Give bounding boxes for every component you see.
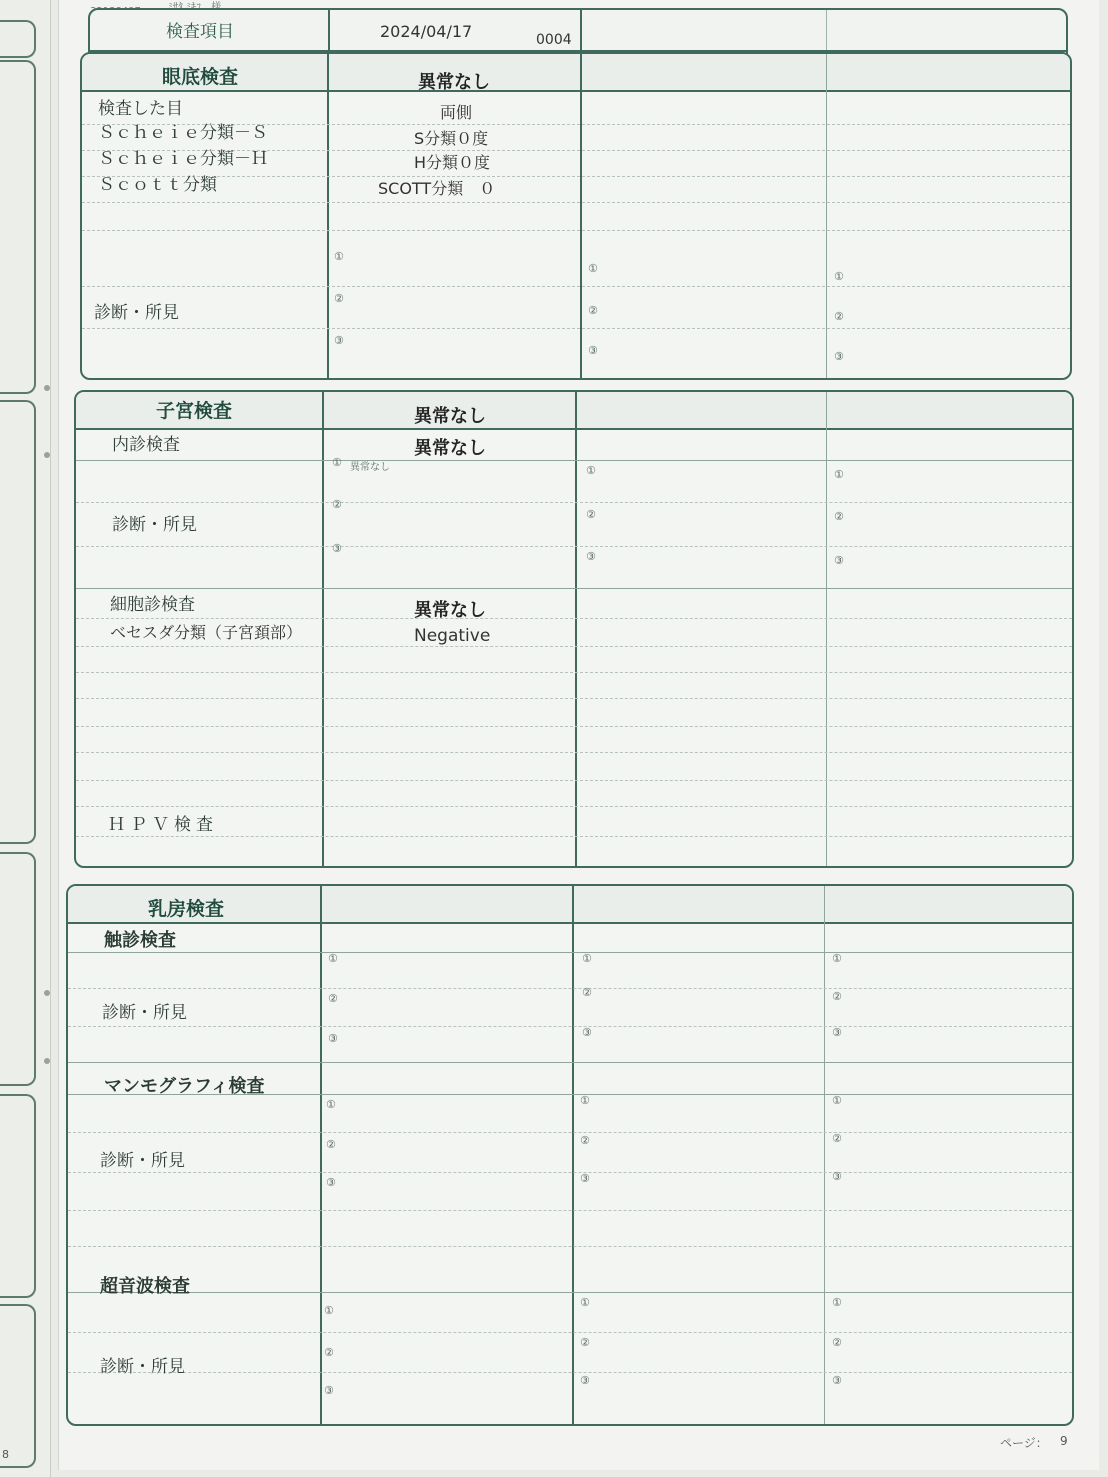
column-divider	[580, 54, 582, 378]
column-divider	[824, 886, 825, 1424]
fundus-row-label: Ｓｃｏｔｔ分類	[98, 175, 217, 195]
marker-three: ③	[334, 334, 344, 347]
header-divider	[580, 10, 582, 50]
marker-one: ①	[832, 952, 842, 965]
marker-one: ①	[832, 1296, 842, 1309]
bethesda-value: Negative	[414, 626, 491, 646]
ultrasound-label: 超音波検査	[100, 1276, 190, 1297]
marker-three: ③	[832, 1026, 842, 1039]
marker-three: ③	[580, 1374, 590, 1387]
previous-page-edge	[0, 0, 51, 1477]
marker-one: ①	[326, 1098, 336, 1111]
marker-two: ②	[834, 510, 844, 523]
marker-three: ③	[834, 554, 844, 567]
breast-section	[66, 884, 1074, 1426]
column-divider	[320, 886, 322, 1424]
marker-one: ①	[580, 1296, 590, 1309]
internal-exam-value: 異常なし	[414, 438, 486, 459]
uterus-section	[74, 390, 1074, 868]
column-divider	[572, 886, 574, 1424]
internal-exam-label: 内診検査	[112, 435, 180, 455]
uterus-result: 異常なし	[414, 406, 486, 427]
fundus-result: 異常なし	[418, 72, 490, 93]
marker-three: ③	[582, 1026, 592, 1039]
marker-two: ②	[834, 310, 844, 323]
ultrasound-diagnosis-label: 診断・所見	[100, 1357, 185, 1377]
marker-one: ①	[834, 270, 844, 283]
previous-page-number: 8	[2, 1448, 9, 1461]
fundus-row-label: 検査した目	[98, 99, 183, 119]
marker-one: ①	[334, 250, 344, 263]
marker-one: ①	[586, 464, 596, 477]
marker-three: ③	[834, 350, 844, 363]
exam-code: 0004	[536, 32, 572, 48]
mammography-diagnosis-label: 診断・所見	[100, 1151, 185, 1171]
binding-hole	[44, 1058, 50, 1064]
marker-three: ③	[328, 1032, 338, 1045]
column-divider	[327, 54, 329, 378]
header-divider	[328, 10, 330, 50]
previous-page-tab	[0, 1094, 36, 1298]
marker-two: ②	[324, 1346, 334, 1359]
fundus-title: 眼底検査	[162, 66, 239, 88]
marker-one: ①	[324, 1304, 334, 1317]
marker-two: ②	[328, 992, 338, 1005]
marker-three: ③	[324, 1384, 334, 1397]
marker-two: ②	[582, 986, 592, 999]
marker-three: ③	[580, 1172, 590, 1185]
fundus-row-value: SCOTT分類 ０	[378, 179, 496, 198]
diagnosis-note: 異常なし	[350, 462, 390, 473]
binding-hole	[44, 452, 50, 458]
page-number: 9	[1060, 1434, 1068, 1448]
fundus-row-label: Ｓｃｈｅｉｅ分類－Ｈ	[98, 149, 268, 169]
marker-three: ③	[586, 550, 596, 563]
previous-page-tab	[0, 1304, 36, 1468]
marker-three: ③	[588, 344, 598, 357]
fundus-row-label: Ｓｃｈｅｉｅ分類－Ｓ	[98, 123, 268, 143]
marker-one: ①	[332, 456, 342, 469]
fundus-row-value: H分類０度	[414, 153, 491, 172]
marker-one: ①	[582, 952, 592, 965]
marker-one: ①	[580, 1094, 590, 1107]
marker-three: ③	[332, 542, 342, 555]
column-divider	[826, 392, 827, 866]
marker-three: ③	[832, 1374, 842, 1387]
fundus-row-value: 両側	[440, 103, 473, 122]
marker-two: ②	[580, 1336, 590, 1349]
marker-two: ②	[832, 1132, 842, 1145]
marker-three: ③	[326, 1176, 336, 1189]
fundus-section	[80, 52, 1072, 380]
marker-two: ②	[580, 1134, 590, 1147]
previous-page-tab	[0, 60, 36, 394]
marker-one: ①	[328, 952, 338, 965]
fundus-row-value: S分類０度	[414, 129, 489, 148]
uterus-diagnosis-label: 診断・所見	[112, 515, 197, 535]
marker-two: ②	[588, 304, 598, 317]
column-divider	[826, 54, 827, 378]
palpation-label: 触診検査	[104, 930, 176, 951]
marker-one: ①	[834, 468, 844, 481]
page-label: ページ：	[1000, 1436, 1048, 1450]
cytology-value: 異常なし	[414, 600, 486, 621]
header-row	[90, 10, 1066, 52]
exam-date: 2024/04/17	[380, 22, 473, 41]
marker-two: ②	[832, 990, 842, 1003]
marker-two: ②	[832, 1336, 842, 1349]
cytology-label: 細胞診検査	[110, 595, 195, 615]
binding-hole	[44, 385, 50, 391]
marker-two: ②	[326, 1138, 336, 1151]
breast-title: 乳房検査	[148, 898, 225, 920]
hpv-label: ＨＰＶ検査	[108, 815, 218, 835]
previous-page-tab	[0, 852, 36, 1086]
marker-one: ①	[832, 1094, 842, 1107]
previous-page-tab	[0, 400, 36, 844]
column-divider	[575, 392, 577, 866]
column-divider	[322, 392, 324, 866]
marker-two: ②	[332, 498, 342, 511]
exam-item-label: 検査項目	[166, 22, 234, 42]
marker-two: ②	[334, 292, 344, 305]
bethesda-label: ベセスダ分類（子宮頚部）	[110, 623, 303, 642]
binding-hole	[44, 990, 50, 996]
uterus-title: 子宮検査	[156, 400, 233, 422]
marker-one: ①	[588, 262, 598, 275]
marker-three: ③	[832, 1170, 842, 1183]
fundus-diagnosis-label: 診断・所見	[94, 303, 179, 323]
previous-page-tab	[0, 20, 36, 58]
mammography-label: マンモグラフィ検査	[104, 1076, 265, 1097]
palpation-diagnosis-label: 診断・所見	[102, 1003, 187, 1023]
marker-two: ②	[586, 508, 596, 521]
header-divider	[826, 10, 827, 50]
